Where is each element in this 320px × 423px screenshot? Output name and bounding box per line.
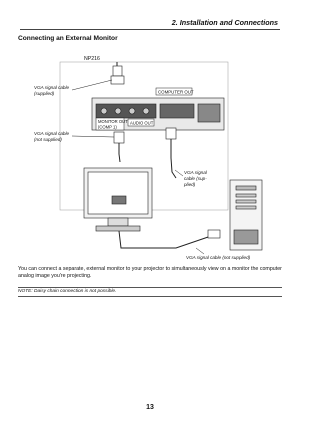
note-rule-top bbox=[18, 287, 282, 288]
connection-diagram bbox=[0, 50, 300, 265]
cable-monitor bbox=[119, 143, 120, 162]
body-line-1: You can connect a separate, external monitor to your projector to simultaneously view on a monitor the computer bbox=[18, 266, 282, 272]
monitor-out-label: MONITOR OUT bbox=[98, 119, 128, 124]
cable-to-pc bbox=[119, 231, 214, 248]
vga-supplied-right-pointer bbox=[175, 170, 183, 176]
note: NOTE: Daisy chain connection is not possible. bbox=[18, 289, 117, 294]
computer-tower bbox=[230, 180, 262, 250]
vga-plug-top bbox=[111, 66, 124, 84]
page-number: 13 bbox=[146, 404, 154, 411]
vga-supplied-right-2: cable (sup- bbox=[184, 176, 207, 181]
vga-supplied-pointer bbox=[72, 80, 112, 90]
vga-bottom-pointer bbox=[196, 248, 204, 254]
vga-supplied-right-1: VGA signal bbox=[184, 170, 207, 175]
vga-supplied-right-3: plied) bbox=[184, 182, 196, 187]
vga-not-supplied-label-1: VGA signal cable bbox=[34, 131, 70, 136]
cable-computer-out bbox=[171, 139, 176, 178]
external-monitor bbox=[84, 168, 152, 231]
vga-not-supplied-label-2: (not supplied) bbox=[34, 137, 62, 142]
monitor-out-label-2: (COMP 1) bbox=[98, 124, 117, 130]
audio-out-label: AUDIO OUT bbox=[130, 120, 154, 126]
section-title: Connecting an External Monitor bbox=[18, 35, 118, 42]
note-rule-bottom bbox=[18, 296, 282, 297]
vga-not-supplied-pointer bbox=[72, 136, 114, 137]
vga-plug-pc bbox=[208, 230, 220, 238]
body-line-2: analog image you're projecting. bbox=[18, 273, 92, 280]
projector-model-label: NP216 bbox=[84, 56, 100, 62]
vga-supplied-label-1: VGA signal cable bbox=[34, 85, 70, 90]
vga-supplied-label-2: (supplied) bbox=[34, 91, 55, 96]
vga-bottom-label: VGA signal cable (not supplied) bbox=[186, 255, 251, 260]
computer-out-label: COMPUTER OUT bbox=[158, 89, 194, 95]
body-paragraph bbox=[18, 266, 284, 281]
header-rule bbox=[20, 29, 280, 30]
section-header: 2. Installation and Connections bbox=[171, 18, 278, 27]
